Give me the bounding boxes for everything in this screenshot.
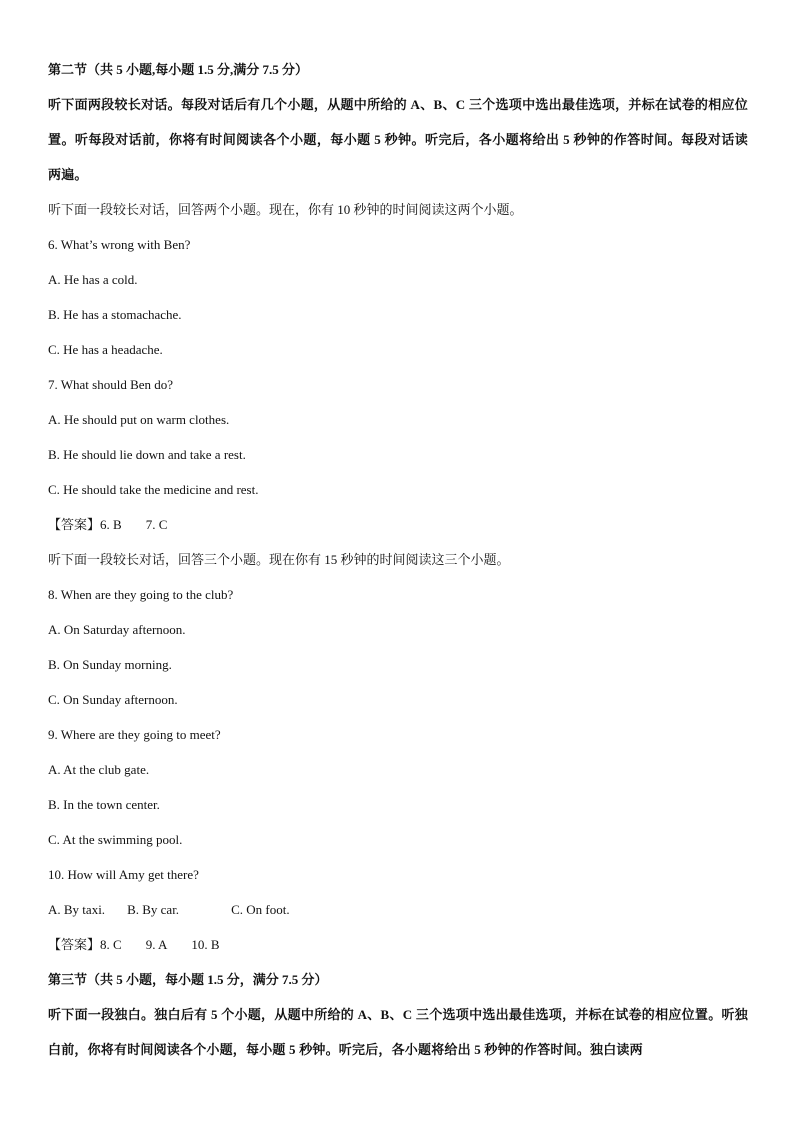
answer-key-2 xyxy=(48,927,748,962)
question-6: 6. What’s wrong with Ben? xyxy=(48,237,191,252)
answer-6: 6. B xyxy=(100,517,122,532)
question-7-option-c: C. He should take the medicine and rest. xyxy=(48,482,259,497)
question-9: 9. Where are they going to meet? xyxy=(48,727,221,742)
answer-8: 8. C xyxy=(100,937,122,952)
question-8-option-a: A. On Saturday afternoon. xyxy=(48,622,186,637)
question-6-option-a: A. He has a cold. xyxy=(48,272,138,287)
answer-label: 【答案】 xyxy=(48,517,101,532)
question-10-option-a: A. By taxi. xyxy=(48,902,106,917)
question-6-option-b: B. He has a stomachache. xyxy=(48,307,182,322)
question-9-option-a: A. At the club gate. xyxy=(48,762,150,777)
question-10: 10. How will Amy get there? xyxy=(48,867,199,882)
answer-7: 7. C xyxy=(145,517,168,532)
question-10-options xyxy=(48,892,748,927)
exam-page xyxy=(48,52,748,1067)
question-10-option-c: C. On foot. xyxy=(231,902,290,917)
section2-heading: 第二节（共 5 小题,每小题 1.5 分,满分 7.5 分） xyxy=(48,62,309,77)
section3-heading: 第三节（共 5 小题，每小题 1.5 分，满分 7.5 分） xyxy=(48,972,328,987)
question-7-option-b: B. He should lie down and take a rest. xyxy=(48,447,246,462)
question-6-option-c: C. He has a headache. xyxy=(48,342,163,357)
section3-instruction: 听下面一段独白。独白后有 5 个小题，从题中所给的 A、B、C 三个选项中选出最佳选项，并标在试卷的相应位置。听独白前，你将有时间阅读各个小题，每小题 5 秒钟。听完后，各小题将给出 5 秒钟的作答时间。独白读两 xyxy=(48,1007,748,1057)
answer-10: 10. B xyxy=(191,937,220,952)
question-9-option-c: C. At the swimming pool. xyxy=(48,832,183,847)
dialogue1-intro: 听下面一段较长对话，回答两个小题。现在，你有 10 秒钟的时间阅读这两个小题。 xyxy=(48,202,523,217)
question-8-option-b: B. On Sunday morning. xyxy=(48,657,172,672)
question-7-option-a: A. He should put on warm clothes. xyxy=(48,412,230,427)
question-8: 8. When are they going to the club? xyxy=(48,587,234,602)
question-8-option-c: C. On Sunday afternoon. xyxy=(48,692,178,707)
question-7: 7. What should Ben do? xyxy=(48,377,174,392)
answer-label: 【答案】 xyxy=(48,937,101,952)
question-9-option-b: B. In the town center. xyxy=(48,797,160,812)
section2-instruction: 听下面两段较长对话。每段对话后有几个小题，从题中所给的 A、B、C 三个选项中选出最佳选项，并标在试卷的相应位置。听每段对话前，你将有时间阅读各个小题，每小题 5 秒钟。听完后，各小题将给出 5 秒钟的作答时间。每段对话读两遍。 xyxy=(48,97,748,182)
answer-9: 9. A xyxy=(145,937,168,952)
dialogue2-intro: 听下面一段较长对话，回答三个小题。现在你有 15 秒钟的时间阅读这三个小题。 xyxy=(48,552,510,567)
question-10-option-b: B. By car. xyxy=(127,902,180,917)
answer-key-1 xyxy=(48,507,748,542)
